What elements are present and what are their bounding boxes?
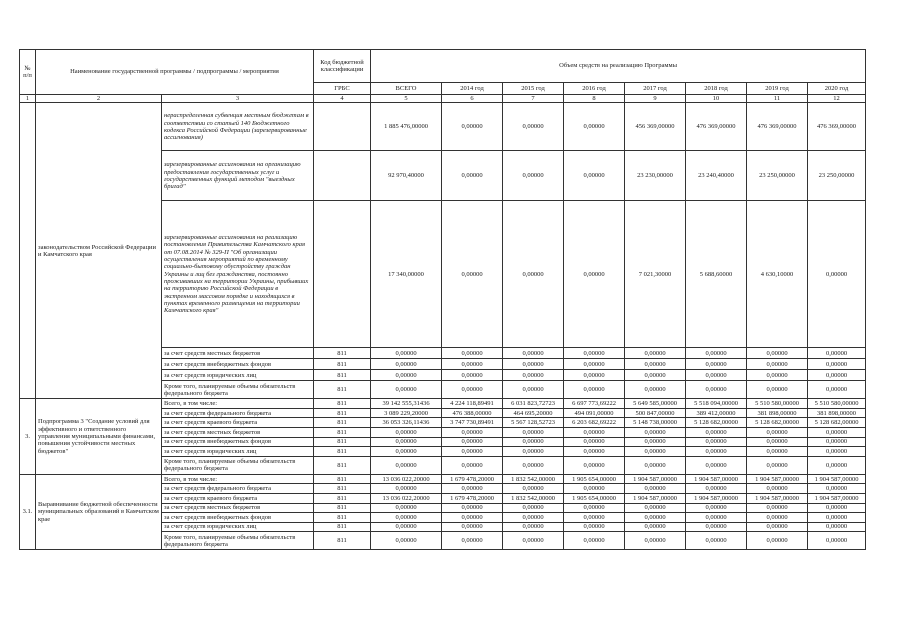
value-cell: 0,00000	[503, 484, 564, 494]
value-cell: 0,00000	[625, 370, 686, 381]
funding-source-label: Кроме того, планируемые объемы обязательств федерального бюджета	[162, 532, 314, 550]
header-year: 2018 год	[686, 83, 747, 95]
value-cell: 0,00000	[686, 381, 747, 399]
value-cell: 1 904 587,00000	[808, 494, 866, 504]
value-cell: 0,00000	[747, 513, 808, 523]
value-cell: 0,00000	[371, 513, 442, 523]
value-cell: 0,00000	[564, 532, 625, 550]
value-cell: 6 031 823,72723	[503, 399, 564, 409]
value-cell: 1 679 478,20000	[442, 474, 503, 484]
value-cell: 23 230,00000	[625, 151, 686, 201]
value-cell: 0,00000	[564, 151, 625, 201]
value-cell: 0,00000	[625, 513, 686, 523]
header-year: 2014 год	[442, 83, 503, 95]
value-cell: 0,00000	[808, 513, 866, 523]
table-body	[20, 50, 866, 550]
value-cell: 0,00000	[371, 484, 442, 494]
value-cell: 0,00000	[564, 381, 625, 399]
value-cell: 0,00000	[747, 381, 808, 399]
value-cell: 0,00000	[625, 532, 686, 550]
value-cell: 0,00000	[747, 456, 808, 474]
value-cell: 389 412,00000	[686, 408, 747, 418]
grbs-code: 811	[314, 447, 371, 457]
value-cell: 5 510 580,00000	[808, 399, 866, 409]
funding-source-label: за счет средств федерального бюджета	[162, 484, 314, 494]
column-number: 4	[314, 95, 371, 103]
value-cell: 0,00000	[503, 201, 564, 348]
value-cell: 13 036 022,20000	[371, 474, 442, 484]
value-cell: 0,00000	[503, 447, 564, 457]
value-cell: 0,00000	[686, 359, 747, 370]
row-number: 3.	[20, 399, 36, 475]
value-cell: 0,00000	[503, 359, 564, 370]
value-cell: 4 630,10000	[747, 201, 808, 348]
value-cell: 0,00000	[625, 428, 686, 438]
grbs-code: 811	[314, 456, 371, 474]
value-cell: 5 649 585,00000	[625, 399, 686, 409]
grbs-code: 811	[314, 532, 371, 550]
column-number: 5	[371, 95, 442, 103]
funding-source-label: за счет средств местных бюджетов	[162, 428, 314, 438]
value-cell: 0,00000	[625, 437, 686, 447]
funding-source-label: Кроме того, планируемые объемы обязательств федерального бюджета	[162, 456, 314, 474]
value-cell: 0,00000	[686, 428, 747, 438]
header-row	[20, 50, 866, 83]
header-year: 2015 год	[503, 83, 564, 95]
value-cell: 23 250,00000	[747, 151, 808, 201]
value-cell: 1 904 587,00000	[625, 474, 686, 484]
value-cell: 0,00000	[564, 348, 625, 359]
value-cell: 0,00000	[808, 447, 866, 457]
value-cell: 0,00000	[686, 447, 747, 457]
grbs-code: 811	[314, 408, 371, 418]
value-cell: 0,00000	[564, 447, 625, 457]
value-cell: 0,00000	[442, 428, 503, 438]
value-cell: 476 369,00000	[747, 103, 808, 151]
funding-source-label: за счет средств юридических лиц	[162, 522, 314, 532]
program-name: Выравнивание бюджетной обеспеченности муниципальных образований в Камчатском крае	[36, 474, 162, 550]
grbs-code: 811	[314, 418, 371, 428]
value-cell: 0,00000	[371, 359, 442, 370]
value-cell: 0,00000	[564, 359, 625, 370]
column-number: 1	[20, 95, 36, 103]
value-cell: 0,00000	[503, 151, 564, 201]
grbs-code: 811	[314, 513, 371, 523]
value-cell: 0,00000	[747, 437, 808, 447]
funding-source-label: за счет средств краевого бюджета	[162, 494, 314, 504]
value-cell: 6 697 773,69222	[564, 399, 625, 409]
value-cell: 0,00000	[747, 503, 808, 513]
reserved-allocation-note: зарезервированные ассигнования на реализацию постановления Правительства Камчатского края от 07.08.2014 № 329-П "Об организации осуществления мероприятий по временному социально-бытовому обустройству граждан Украины и лиц без гражданства, постоянно проживавших на территории Украины, прибывших на территорию Российской Федерации в экстренном массовом порядке и находящихся в пунктах временного размещения на территории Камчатского края"	[162, 201, 314, 348]
value-cell: 0,00000	[625, 484, 686, 494]
value-cell: 0,00000	[503, 522, 564, 532]
table-row	[20, 103, 866, 151]
column-number: 2	[36, 95, 162, 103]
column-number: 3	[162, 95, 314, 103]
value-cell: 39 142 555,31436	[371, 399, 442, 409]
grbs-code: 811	[314, 494, 371, 504]
value-cell: 0,00000	[747, 522, 808, 532]
value-cell: 0,00000	[371, 503, 442, 513]
value-cell: 0,00000	[686, 370, 747, 381]
value-cell: 1 904 587,00000	[686, 474, 747, 484]
value-cell: 36 053 326,11436	[371, 418, 442, 428]
value-cell: 5 128 682,00000	[686, 418, 747, 428]
funding-source-label: Всего, в том числе:	[162, 474, 314, 484]
value-cell: 0,00000	[503, 103, 564, 151]
column-number: 12	[808, 95, 866, 103]
value-cell: 1 904 587,00000	[747, 494, 808, 504]
funding-source-label: за счет средств федерального бюджета	[162, 408, 314, 418]
value-cell: 0,00000	[564, 456, 625, 474]
value-cell: 0,00000	[686, 513, 747, 523]
value-cell: 0,00000	[564, 437, 625, 447]
value-cell: 0,00000	[686, 456, 747, 474]
value-cell: 0,00000	[371, 348, 442, 359]
value-cell: 0,00000	[371, 532, 442, 550]
value-cell: 0,00000	[625, 359, 686, 370]
value-cell: 0,00000	[503, 437, 564, 447]
value-cell: 0,00000	[371, 381, 442, 399]
value-cell: 0,00000	[442, 522, 503, 532]
value-cell: 0,00000	[442, 348, 503, 359]
value-cell: 0,00000	[564, 201, 625, 348]
value-cell: 0,00000	[808, 437, 866, 447]
value-cell: 1 904 587,00000	[808, 474, 866, 484]
header-total: ВСЕГО	[371, 83, 442, 95]
value-cell: 92 970,40000	[371, 151, 442, 201]
value-cell: 0,00000	[503, 428, 564, 438]
value-cell: 1 904 587,00000	[686, 494, 747, 504]
funding-source-label: за счет средств внебюджетных фондов	[162, 359, 314, 370]
value-cell: 0,00000	[686, 484, 747, 494]
value-cell: 0,00000	[808, 359, 866, 370]
value-cell: 0,00000	[442, 151, 503, 201]
grbs-code: 811	[314, 522, 371, 532]
value-cell: 0,00000	[371, 370, 442, 381]
value-cell: 0,00000	[503, 503, 564, 513]
grbs-code: 811	[314, 359, 371, 370]
funding-source-label: за счет средств юридических лиц	[162, 447, 314, 457]
header-grbs: ГРБС	[314, 83, 371, 95]
value-cell: 0,00000	[564, 522, 625, 532]
value-cell: 0,00000	[371, 447, 442, 457]
value-cell: 456 369,00000	[625, 103, 686, 151]
value-cell: 500 847,00000	[625, 408, 686, 418]
value-cell: 0,00000	[747, 428, 808, 438]
value-cell: 1 832 542,00000	[503, 494, 564, 504]
grbs-code	[314, 151, 371, 201]
value-cell: 0,00000	[625, 522, 686, 532]
value-cell: 476 388,00000	[442, 408, 503, 418]
grbs-code: 811	[314, 381, 371, 399]
column-number: 9	[625, 95, 686, 103]
value-cell: 0,00000	[564, 370, 625, 381]
grbs-code: 811	[314, 484, 371, 494]
value-cell: 0,00000	[442, 201, 503, 348]
funding-source-label: за счет средств внебюджетных фондов	[162, 513, 314, 523]
value-cell: 0,00000	[625, 447, 686, 457]
funding-source-label: за счет средств краевого бюджета	[162, 418, 314, 428]
value-cell: 0,00000	[686, 532, 747, 550]
funding-source-label: за счет средств внебюджетных фондов	[162, 437, 314, 447]
column-number-row	[20, 95, 866, 103]
value-cell: 3 747 730,89491	[442, 418, 503, 428]
value-cell: 0,00000	[747, 359, 808, 370]
value-cell: 0,00000	[442, 513, 503, 523]
value-cell: 1 904 587,00000	[747, 474, 808, 484]
value-cell: 1 885 476,00000	[371, 103, 442, 151]
row-number: 3.1.	[20, 474, 36, 550]
header-year: 2019 год	[747, 83, 808, 95]
value-cell: 0,00000	[808, 370, 866, 381]
value-cell: 0,00000	[808, 456, 866, 474]
value-cell: 0,00000	[808, 484, 866, 494]
header-num: № п/п	[20, 50, 36, 95]
value-cell: 23 250,00000	[808, 151, 866, 201]
grbs-code: 811	[314, 474, 371, 484]
value-cell: 5 510 580,00000	[747, 399, 808, 409]
value-cell: 0,00000	[442, 381, 503, 399]
value-cell: 0,00000	[442, 370, 503, 381]
value-cell: 1 679 478,20000	[442, 494, 503, 504]
value-cell: 0,00000	[442, 456, 503, 474]
grbs-code: 811	[314, 399, 371, 409]
value-cell: 0,00000	[808, 348, 866, 359]
value-cell: 464 695,20000	[503, 408, 564, 418]
value-cell: 0,00000	[808, 503, 866, 513]
funding-source-label: за счет средств местных бюджетов	[162, 348, 314, 359]
value-cell: 1 904 587,00000	[625, 494, 686, 504]
grbs-code: 811	[314, 428, 371, 438]
value-cell: 0,00000	[808, 522, 866, 532]
value-cell: 0,00000	[808, 201, 866, 348]
value-cell: 494 091,00000	[564, 408, 625, 418]
value-cell: 0,00000	[625, 503, 686, 513]
value-cell: 0,00000	[747, 484, 808, 494]
value-cell: 5 148 738,00000	[625, 418, 686, 428]
value-cell: 0,00000	[564, 484, 625, 494]
value-cell: 0,00000	[503, 348, 564, 359]
column-number: 11	[747, 95, 808, 103]
value-cell: 0,00000	[747, 447, 808, 457]
value-cell: 23 240,40000	[686, 151, 747, 201]
grbs-code: 811	[314, 503, 371, 513]
row-number	[20, 103, 36, 399]
value-cell: 0,00000	[442, 359, 503, 370]
value-cell: 0,00000	[747, 370, 808, 381]
funding-source-label: Кроме того, планируемые объемы обязательств федерального бюджета	[162, 381, 314, 399]
column-number: 8	[564, 95, 625, 103]
value-cell: 0,00000	[686, 522, 747, 532]
header-year: 2016 год	[564, 83, 625, 95]
column-number: 10	[686, 95, 747, 103]
reserved-allocation-note: зарезервированные ассигнования на организацию предоставления государственных услуг и государственных функций методом "выездных бригад"	[162, 151, 314, 201]
value-cell: 0,00000	[625, 348, 686, 359]
value-cell: 5 518 094,00000	[686, 399, 747, 409]
grbs-code: 811	[314, 370, 371, 381]
column-number: 6	[442, 95, 503, 103]
funding-source-label: за счет средств местных бюджетов	[162, 503, 314, 513]
value-cell: 0,00000	[442, 437, 503, 447]
value-cell: 6 203 682,69222	[564, 418, 625, 428]
funding-source-label: за счет средств юридических лиц	[162, 370, 314, 381]
header-year: 2017 год	[625, 83, 686, 95]
value-cell: 0,00000	[503, 456, 564, 474]
value-cell: 0,00000	[442, 532, 503, 550]
value-cell: 5 567 128,52723	[503, 418, 564, 428]
header-year: 2020 год	[808, 83, 866, 95]
value-cell: 13 036 022,20000	[371, 494, 442, 504]
value-cell: 0,00000	[564, 503, 625, 513]
value-cell: 381 898,00000	[747, 408, 808, 418]
value-cell: 381 898,00000	[808, 408, 866, 418]
value-cell: 0,00000	[686, 437, 747, 447]
value-cell: 0,00000	[503, 513, 564, 523]
grbs-code: 811	[314, 348, 371, 359]
funding-source-label: Всего, в том числе:	[162, 399, 314, 409]
value-cell: 0,00000	[503, 370, 564, 381]
program-name: Подпрограмма 3 "Создание условий для эффективного и ответственного управления муниципальными финансами, повышения устойчивости местных бюджетов"	[36, 399, 162, 475]
value-cell: 0,00000	[503, 532, 564, 550]
value-cell: 5 688,60000	[686, 201, 747, 348]
grbs-code: 811	[314, 437, 371, 447]
value-cell: 0,00000	[442, 103, 503, 151]
value-cell: 1 905 654,00000	[564, 474, 625, 484]
value-cell: 0,00000	[564, 103, 625, 151]
grbs-code	[314, 103, 371, 151]
value-cell: 476 369,00000	[808, 103, 866, 151]
table-row	[20, 474, 866, 484]
value-cell: 0,00000	[625, 381, 686, 399]
value-cell: 0,00000	[442, 503, 503, 513]
header-volume: Объем средств на реализацию Программы	[371, 50, 866, 83]
value-cell: 5 128 682,00000	[747, 418, 808, 428]
value-cell: 0,00000	[503, 381, 564, 399]
value-cell: 0,00000	[371, 456, 442, 474]
value-cell: 0,00000	[564, 513, 625, 523]
value-cell: 1 832 542,00000	[503, 474, 564, 484]
table-row	[20, 399, 866, 409]
value-cell: 0,00000	[442, 447, 503, 457]
value-cell: 0,00000	[747, 348, 808, 359]
value-cell: 0,00000	[686, 503, 747, 513]
value-cell: 0,00000	[442, 484, 503, 494]
value-cell: 4 224 118,89491	[442, 399, 503, 409]
value-cell: 476 369,00000	[686, 103, 747, 151]
budget-table	[19, 49, 866, 550]
value-cell: 0,00000	[564, 428, 625, 438]
grbs-code	[314, 201, 371, 348]
value-cell: 0,00000	[625, 456, 686, 474]
value-cell: 0,00000	[808, 381, 866, 399]
value-cell: 0,00000	[747, 532, 808, 550]
value-cell: 3 089 229,20000	[371, 408, 442, 418]
header-name: Наименование государственной программы / подпрограммы / мероприятия	[36, 50, 314, 95]
header-code: Код бюджетной классификации	[314, 50, 371, 83]
value-cell: 1 905 654,00000	[564, 494, 625, 504]
value-cell: 0,00000	[371, 437, 442, 447]
program-name: законодательством Российской Федерации и Камчатского края	[36, 103, 162, 399]
value-cell: 0,00000	[371, 428, 442, 438]
value-cell: 0,00000	[371, 522, 442, 532]
column-number: 7	[503, 95, 564, 103]
value-cell: 7 021,30000	[625, 201, 686, 348]
value-cell: 0,00000	[686, 348, 747, 359]
value-cell: 0,00000	[808, 532, 866, 550]
value-cell: 0,00000	[808, 428, 866, 438]
reserved-allocation-note: нераспределенная субвенция местным бюджетам в соответствии со статьей 140 Бюджетного кодекса Российской Федерации (зарезервированные ассигнования)	[162, 103, 314, 151]
value-cell: 5 128 682,00000	[808, 418, 866, 428]
value-cell: 17 340,00000	[371, 201, 442, 348]
